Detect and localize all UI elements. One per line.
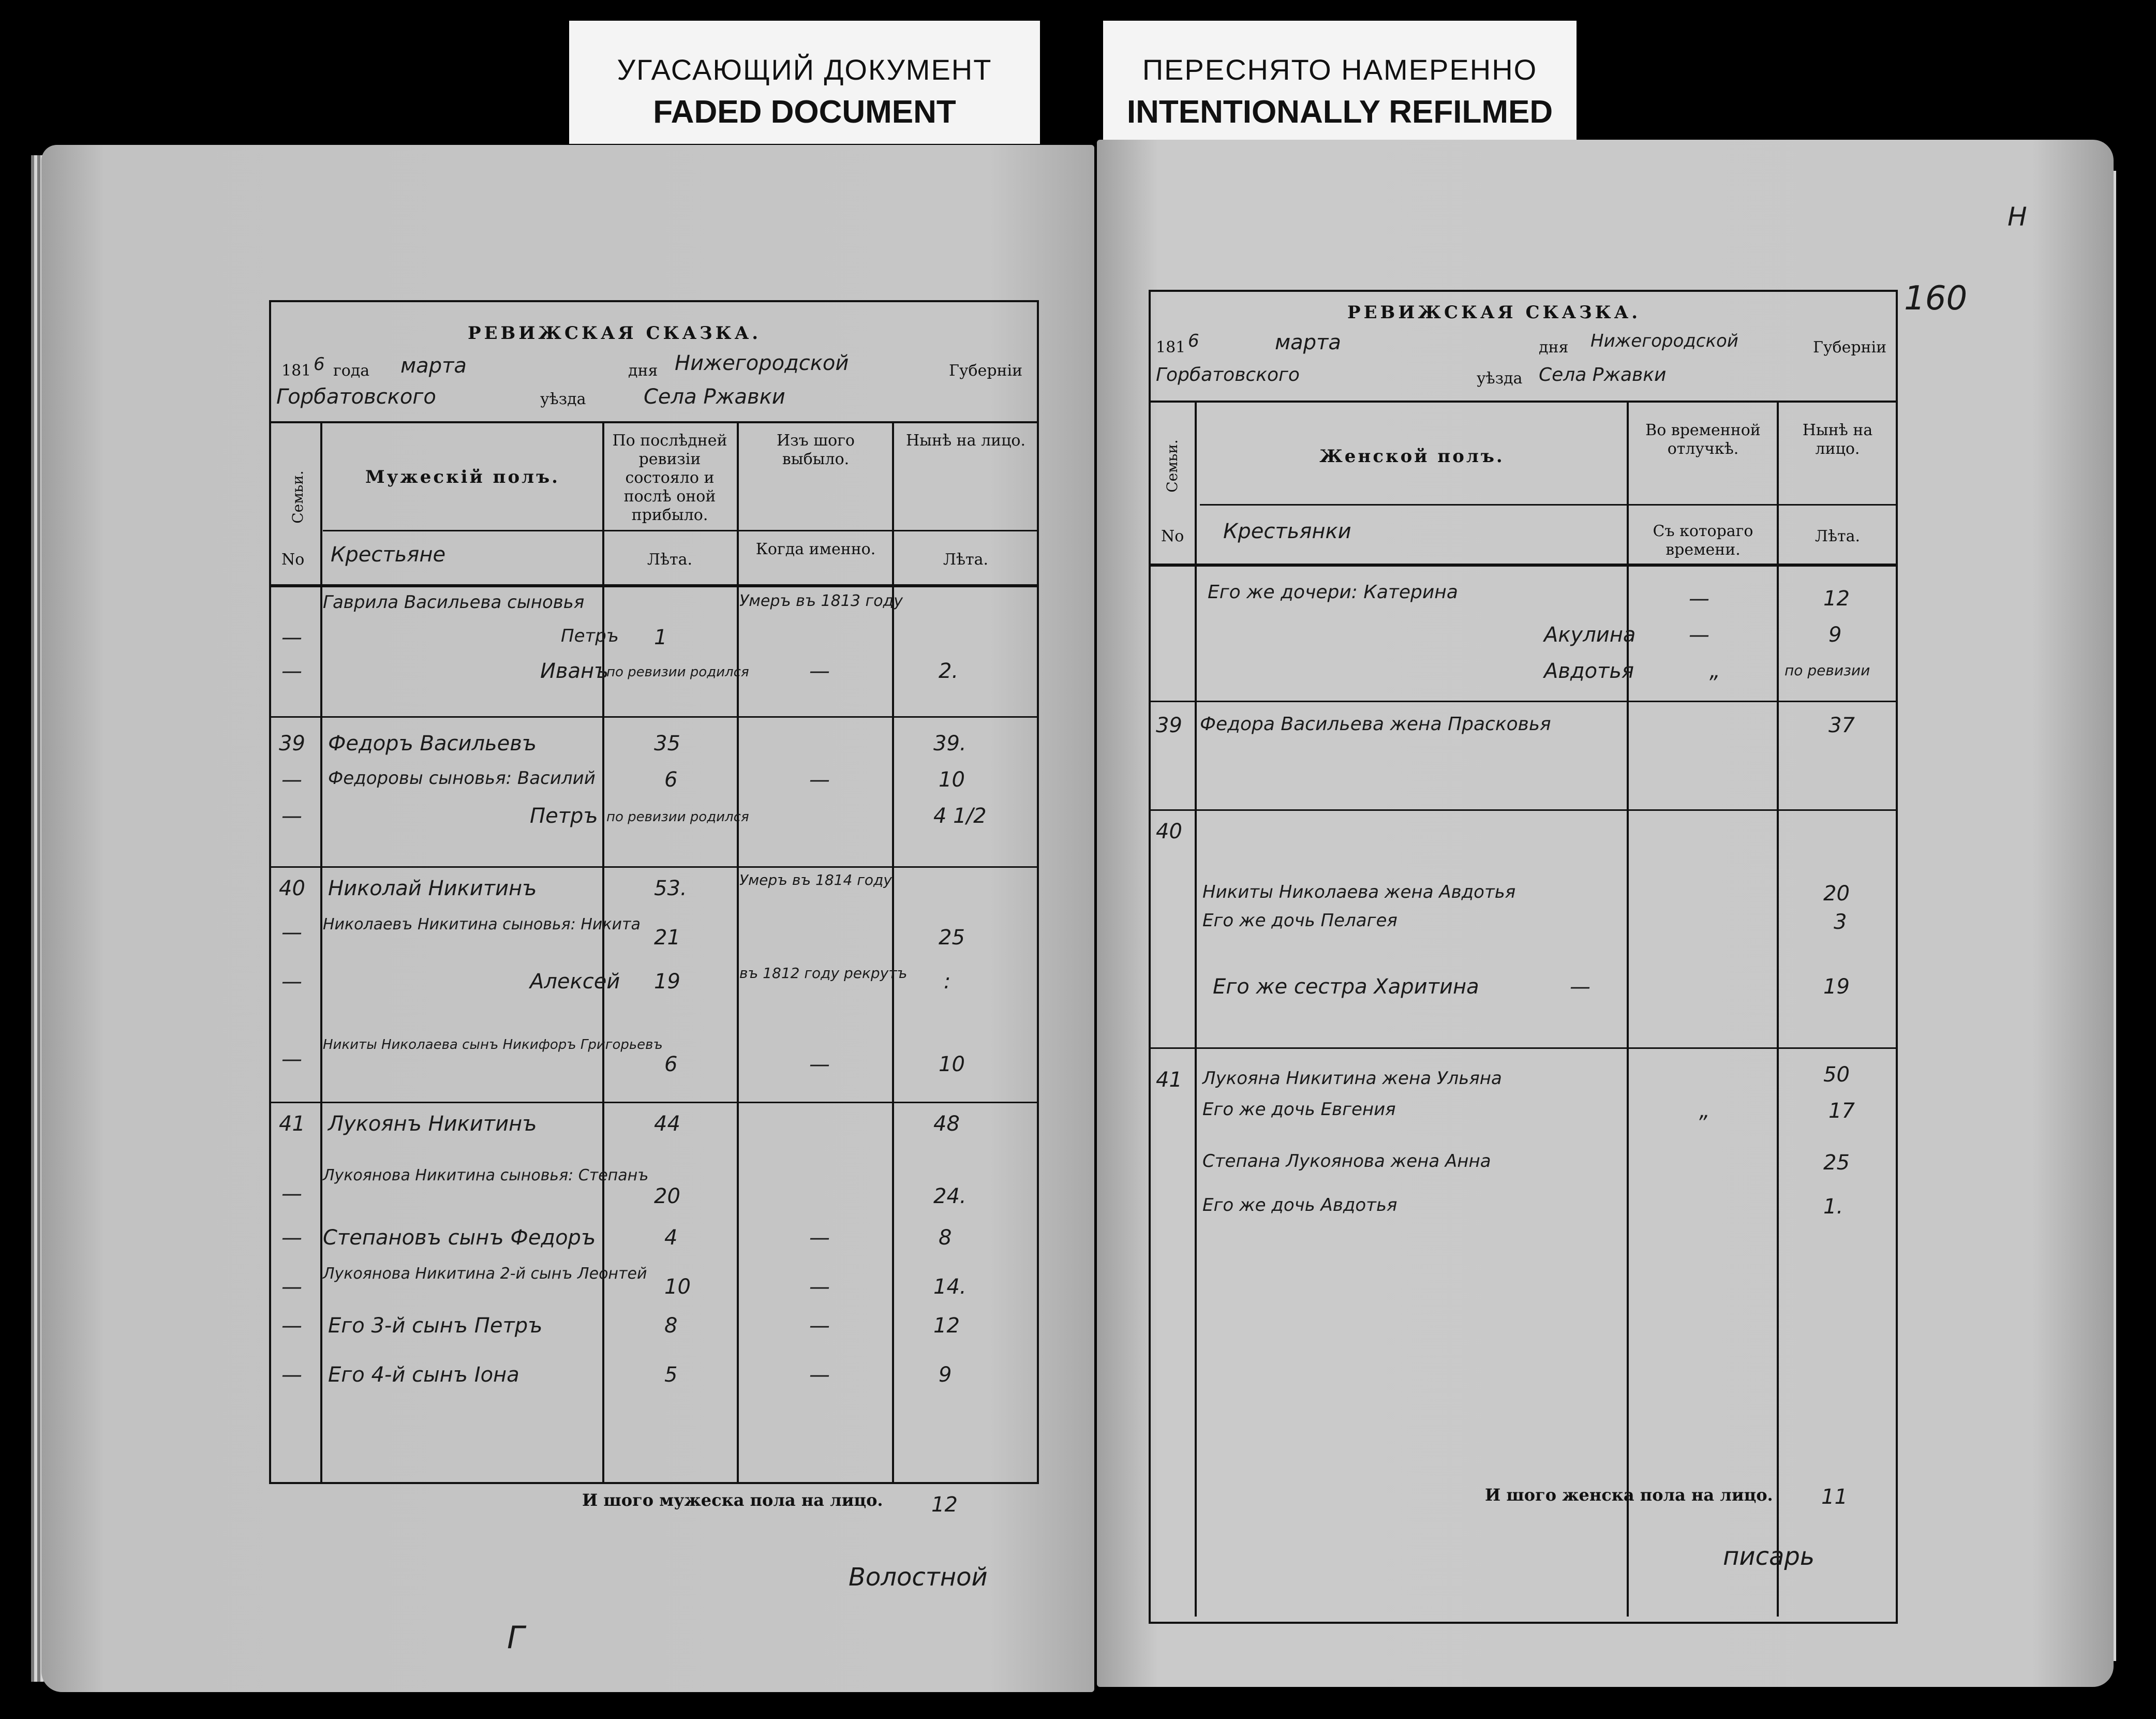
row-left: — xyxy=(809,1363,830,1387)
row-left: — xyxy=(809,768,830,792)
row-last: 19 xyxy=(654,970,680,994)
col-male-header: Мужескій полъ. xyxy=(365,467,560,487)
village-value: Села Ржавки xyxy=(1539,364,1667,386)
label-en-text: FADED DOCUMENT xyxy=(653,94,956,130)
sub-years: Лѣта. xyxy=(647,551,693,569)
table-row xyxy=(1151,910,1896,941)
row-last: 5 xyxy=(664,1363,678,1387)
year-suffix: 6 xyxy=(314,354,325,375)
sub-class: Крестьяне xyxy=(331,543,446,567)
row-no: 40 xyxy=(1156,820,1182,843)
family-rule xyxy=(1151,1047,1896,1049)
row-name: Петръ xyxy=(561,626,619,646)
row-name: Никиты Николаева сынъ Никифоръ Григорьевъ xyxy=(323,1037,663,1053)
row-left: — xyxy=(809,1226,830,1250)
year-prefix: 181 xyxy=(1156,338,1186,357)
table-row xyxy=(1151,582,1896,618)
row-last: 53. xyxy=(654,877,687,900)
table-row xyxy=(1151,1195,1896,1226)
district-value: Горбатовского xyxy=(1156,364,1300,386)
row-name: Его 4-й сынъ Іона xyxy=(328,1363,519,1387)
table-row xyxy=(271,1265,1037,1306)
row-no: — xyxy=(281,804,302,828)
row-name: Его же сестра Харитина xyxy=(1213,975,1479,999)
row-no: — xyxy=(281,1275,302,1299)
year-suffix: 6 xyxy=(1188,331,1199,351)
row-now: 25 xyxy=(939,926,965,950)
row-no: 39 xyxy=(279,732,305,755)
row-last: 8 xyxy=(664,1314,678,1338)
row-name: Федоровы сыновья: Василий xyxy=(328,768,596,789)
row-absent: „ xyxy=(1709,659,1720,683)
bottom-mark: Г xyxy=(507,1620,525,1656)
row-name: Алексей xyxy=(530,970,620,994)
body-rule xyxy=(1151,564,1896,567)
body-rule xyxy=(271,584,1037,587)
row-absent: — xyxy=(1689,623,1709,647)
subheader-rule xyxy=(323,530,1037,531)
sub-since: Съ котораго времени. xyxy=(1653,522,1753,559)
subheader-rule xyxy=(1200,504,1896,506)
family-rule xyxy=(1151,809,1896,811)
row-name: Гаврила Васильева сыновья xyxy=(323,592,585,613)
sub-when: Когда именно. xyxy=(755,540,876,558)
sub-years: Лѣта. xyxy=(1815,527,1861,545)
row-now: 4 1/2 xyxy=(933,804,987,828)
row-absent: — xyxy=(1689,587,1709,611)
row-now: 10 xyxy=(939,1053,965,1076)
row-no: — xyxy=(281,1363,302,1387)
row-now: 9 xyxy=(939,1363,952,1387)
word-uezda: уѣзда xyxy=(540,390,586,408)
faded-document-label xyxy=(569,21,1040,144)
row-last: 20 xyxy=(654,1184,680,1208)
header-rule xyxy=(1151,401,1896,403)
row-name: Его же дочь Евгения xyxy=(1202,1099,1396,1120)
right-page xyxy=(1097,140,2114,1687)
label-ru-text: УГАСАЮЩИЙ ДОКУМЕНТ xyxy=(617,53,992,86)
row-now: 1. xyxy=(1823,1195,1843,1219)
sub-no: No xyxy=(281,551,305,569)
page-title: РЕВИЖСКАЯ СКАЗКА. xyxy=(1347,302,1641,323)
signature: Волостной xyxy=(849,1563,988,1592)
row-name: Петръ xyxy=(530,804,598,828)
row-left: въ 1812 году рекрутъ xyxy=(739,965,908,982)
row-name: Лукоянъ Никитинъ xyxy=(328,1112,537,1136)
corner-mark: Н xyxy=(2008,202,2027,232)
sub-no: No xyxy=(1161,527,1184,545)
table-row xyxy=(271,915,1037,957)
row-absent: „ xyxy=(1699,1099,1710,1123)
table-row xyxy=(271,965,1037,1001)
row-name: Его же дочь Пелагея xyxy=(1202,910,1397,931)
col-last-rev-header: По послѣдней ревизіи состояло и послѣ оной прибыло. xyxy=(612,432,727,524)
word-dnya: дня xyxy=(1539,338,1569,357)
row-name: Степана Лукоянова жена Анна xyxy=(1202,1151,1491,1172)
row-name: Степановъ сынъ Федоръ xyxy=(323,1226,596,1250)
table-row xyxy=(271,1226,1037,1257)
row-no: 41 xyxy=(1156,1068,1182,1092)
table-row xyxy=(271,1314,1037,1345)
row-now: 12 xyxy=(1823,587,1850,611)
table-row xyxy=(1151,623,1896,654)
table-row xyxy=(271,626,1037,657)
row-now: 24. xyxy=(933,1184,967,1208)
header-rule xyxy=(271,421,1037,423)
table-row xyxy=(1151,1099,1896,1130)
row-name: Лукояна Никитина жена Ульяна xyxy=(1202,1068,1502,1089)
month-value: марта xyxy=(400,354,467,378)
row-name: Федоръ Васильевъ xyxy=(328,732,537,755)
row-last: 35 xyxy=(654,732,680,755)
page-title: РЕВИЖСКАЯ СКАЗКА. xyxy=(468,323,762,344)
row-now: 17 xyxy=(1828,1099,1855,1123)
row-now: 37 xyxy=(1828,714,1855,737)
row-no: — xyxy=(281,970,302,994)
month-value: марта xyxy=(1275,331,1341,354)
row-last: 6 xyxy=(664,1053,678,1076)
row-no: — xyxy=(281,768,302,792)
row-no: — xyxy=(281,1314,302,1338)
row-no: 41 xyxy=(279,1112,305,1136)
male-footer-total: 12 xyxy=(931,1493,958,1517)
table-row xyxy=(271,804,1037,835)
table-row xyxy=(1151,1063,1896,1099)
table-row xyxy=(271,1037,1037,1084)
table-row xyxy=(271,1112,1037,1143)
row-no: — xyxy=(281,1226,302,1250)
family-rule xyxy=(1151,701,1896,702)
row-now: 10 xyxy=(939,768,965,792)
row-last: 4 xyxy=(664,1226,678,1250)
row-now: 14. xyxy=(933,1275,967,1299)
row-now: 8 xyxy=(939,1226,952,1250)
row-now: 12 xyxy=(933,1314,960,1338)
female-register-form xyxy=(1149,290,1898,1624)
sub-years2: Лѣта. xyxy=(943,551,989,569)
row-no: 40 xyxy=(279,877,305,900)
row-last: 21 xyxy=(654,926,680,950)
word-gubernii: Губерніи xyxy=(1813,338,1887,357)
col-present-header: Нынѣ на лицо. xyxy=(905,432,1026,450)
row-last: 6 xyxy=(664,768,678,792)
word-dnya: дня xyxy=(628,362,658,380)
female-footer-total: 11 xyxy=(1821,1485,1848,1509)
row-name: Лукоянова Никитина сыновья: Степанъ xyxy=(323,1166,649,1184)
row-now: 48 xyxy=(933,1112,960,1136)
row-last: 44 xyxy=(654,1112,680,1136)
signature: писарь xyxy=(1723,1542,1815,1571)
family-rule xyxy=(271,866,1037,868)
table-row xyxy=(271,1363,1037,1394)
row-no: — xyxy=(281,1182,302,1206)
row-now: по ревизии xyxy=(1785,662,1870,679)
row-last: по ревизии родился xyxy=(606,809,749,825)
table-row xyxy=(1151,659,1896,690)
row-now: 3 xyxy=(1834,910,1847,934)
word-gubernii: Губерніи xyxy=(949,362,1023,380)
row-name: Лукоянова Никитина 2-й сынъ Леонтей xyxy=(323,1265,647,1283)
year-prefix: 181 xyxy=(281,362,311,380)
table-row xyxy=(1151,975,1896,1006)
word-goda: года xyxy=(333,362,370,380)
row-name: Николай Никитинъ xyxy=(328,877,537,900)
row-now: : xyxy=(944,970,951,994)
female-footer: И шого женска пола на лицо. xyxy=(1485,1485,1773,1505)
row-name: Его 3-й сынъ Петръ xyxy=(328,1314,543,1338)
table-row xyxy=(271,659,1037,690)
col-family-header: Семьи. xyxy=(289,470,306,524)
table-row xyxy=(1151,820,1896,851)
row-left: — xyxy=(809,659,830,683)
col-family-header: Семьи. xyxy=(1163,439,1181,493)
refilmed-label xyxy=(1103,21,1577,144)
table-row xyxy=(271,1166,1037,1213)
table-row xyxy=(271,592,1037,623)
row-name: Федора Васильева жена Прасковья xyxy=(1200,714,1551,735)
row-now: 9 xyxy=(1828,623,1842,647)
col-female-header: Женской полъ. xyxy=(1319,446,1505,467)
label-en-text: INTENTIONALLY REFILMED xyxy=(1126,94,1553,130)
province-value: Нижегородской xyxy=(1590,331,1738,351)
row-left: Умеръ въ 1813 году xyxy=(739,592,903,610)
label-ru-text: ПЕРЕСНЯТО НАМЕРЕННО xyxy=(1142,53,1538,86)
table-row xyxy=(271,871,1037,908)
village-value: Села Ржавки xyxy=(644,385,785,409)
row-name: Его же дочери: Катерина xyxy=(1208,582,1458,603)
row-no: — xyxy=(281,659,302,683)
row-name: Акулина xyxy=(1544,623,1636,647)
family-rule xyxy=(271,1102,1037,1103)
row-now: 50 xyxy=(1823,1063,1850,1087)
male-register-form xyxy=(269,300,1039,1484)
row-last: 10 xyxy=(664,1275,691,1299)
row-now: 19 xyxy=(1823,975,1850,999)
folio-number: 160 xyxy=(1904,279,1968,318)
table-row xyxy=(1151,1151,1896,1182)
row-no: — xyxy=(281,921,302,944)
row-name: Иванъ xyxy=(540,659,609,683)
row-name: Никиты Николаева жена Авдотья xyxy=(1202,882,1516,902)
left-page xyxy=(41,145,1094,1692)
row-left: — xyxy=(809,1314,830,1338)
district-value: Горбатовского xyxy=(276,385,436,409)
row-absent: — xyxy=(1570,975,1590,999)
table-row xyxy=(271,768,1037,799)
row-name: Его же дочь Авдотья xyxy=(1202,1195,1397,1216)
male-footer: И шого мужеска пола на лицо. xyxy=(582,1490,883,1510)
row-left: Умеръ въ 1814 году xyxy=(739,871,892,888)
row-now: 25 xyxy=(1823,1151,1850,1175)
row-no: — xyxy=(281,626,302,649)
table-row xyxy=(1151,714,1896,745)
row-left: — xyxy=(809,1275,830,1299)
row-name: Авдотья xyxy=(1544,659,1634,683)
sub-class: Крестьянки xyxy=(1223,520,1351,543)
col-absent-header: Во временной отлучкѣ. xyxy=(1645,421,1761,458)
row-now: 39. xyxy=(933,732,967,755)
word-uezda: уѣзда xyxy=(1477,369,1523,388)
row-last: по ревизии родился xyxy=(606,664,749,680)
row-name: Николаевъ Никитина сыновья: Никита xyxy=(323,915,641,933)
col-present-header: Нынѣ на лицо. xyxy=(1802,421,1873,458)
province-value: Нижегородской xyxy=(675,351,849,375)
row-no: — xyxy=(281,1047,302,1071)
table-row xyxy=(1151,882,1896,913)
row-last: 1 xyxy=(654,626,667,649)
row-now: 20 xyxy=(1823,882,1850,906)
col-left-header: Изъ шого выбыло. xyxy=(777,432,855,468)
row-now: 2. xyxy=(939,659,959,683)
family-rule xyxy=(271,716,1037,718)
row-no: 39 xyxy=(1156,714,1182,737)
row-left: — xyxy=(809,1053,830,1076)
table-row xyxy=(271,732,1037,763)
